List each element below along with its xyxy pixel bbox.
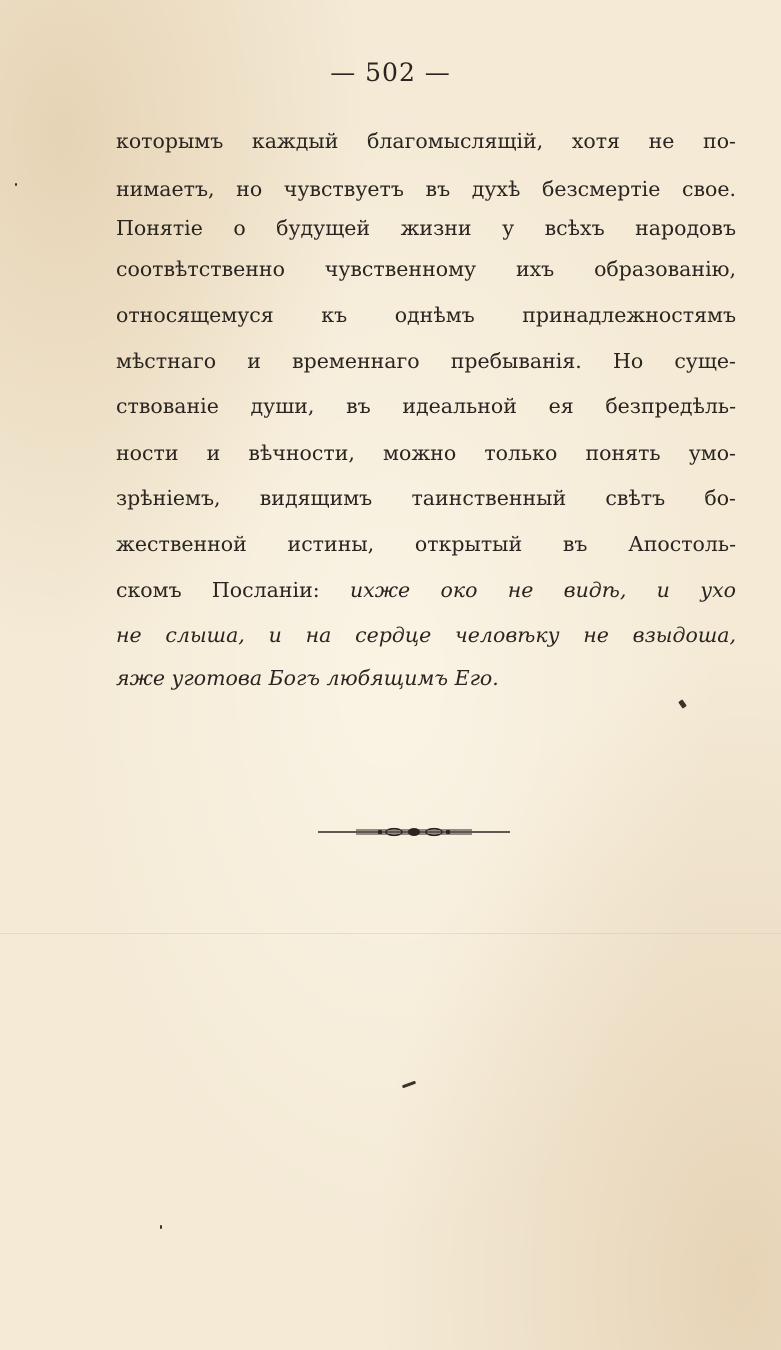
ornament-divider — [316, 822, 512, 842]
text-line: Понятіе о будущей жизни у всѣхъ народовъ — [116, 216, 736, 240]
ink-speck — [678, 699, 687, 708]
text-line: которымъ каждый благомыслящій, хотя не по- — [116, 129, 736, 153]
text-line: ствованіе души, въ идеальной ея безпредѣль- — [116, 394, 736, 418]
text-line: зрѣніемъ, видящимъ таинственный свѣтъ бо- — [116, 486, 736, 510]
text-line: соотвѣтственно чувственному ихъ образованію, — [116, 257, 736, 281]
text-line: нимаетъ, но чувствуетъ въ духѣ безсмертіе свое. — [116, 177, 736, 201]
text-line: жественной истины, открытый въ Апостоль- — [116, 532, 736, 556]
ink-speck — [160, 1225, 162, 1229]
text-line: мѣстнаго и временнаго пребыванія. Но суще- — [116, 349, 736, 373]
text-line — [116, 577, 736, 603]
ink-speck — [402, 1081, 416, 1089]
text-line: ности и вѣчности, можно только понять умо- — [116, 441, 736, 465]
text-line-italic: яже уготова Богъ любящимъ Его. — [116, 666, 499, 690]
text-italic: ихже око не видѣ, и ухо — [349, 578, 736, 602]
page-number: — 502 — — [330, 58, 451, 87]
text-regular: скомъ Посланіи: — [116, 578, 320, 602]
text-line-italic: не слыша, и на сердце человѣку не взыдоша, — [116, 623, 736, 647]
page-seam — [0, 933, 781, 934]
text-line: относящемуся къ однѣмъ принадлежностямъ — [116, 303, 736, 327]
ink-speck — [15, 183, 17, 186]
